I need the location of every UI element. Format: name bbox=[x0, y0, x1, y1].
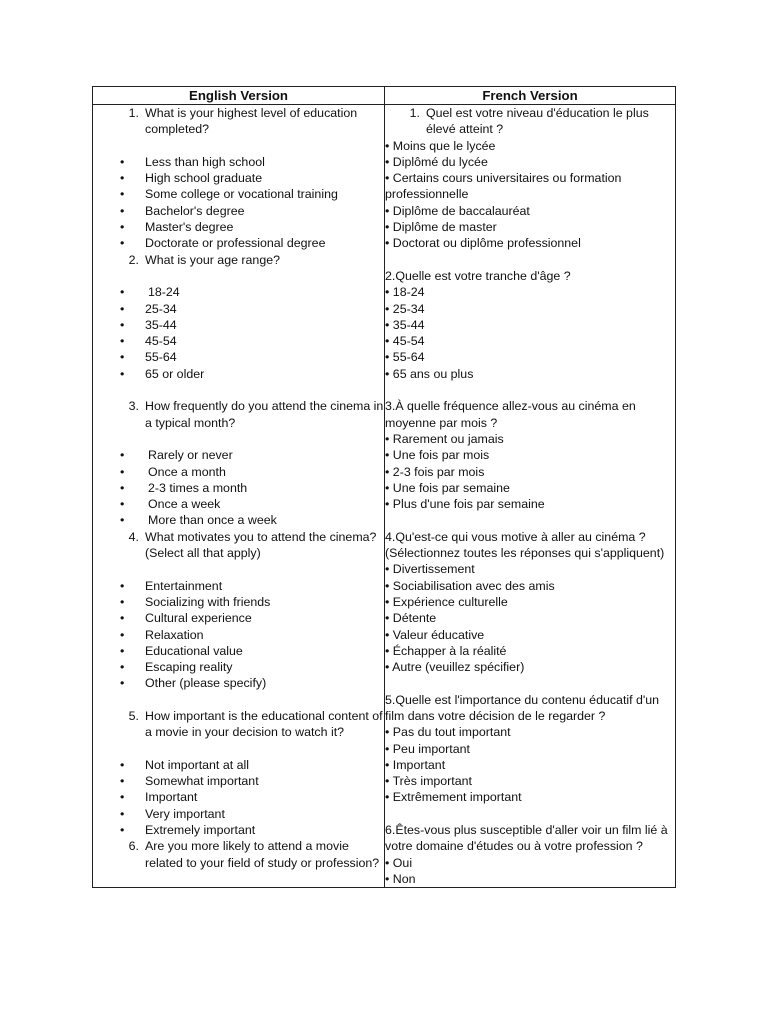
list-item: • Valeur éducative bbox=[385, 627, 485, 642]
list-item: • 45-54 bbox=[385, 334, 425, 349]
list-item: • Peu important bbox=[385, 741, 470, 756]
en-question-3: 3. How frequently do you attend the cinema in a typical month? bbox=[128, 399, 384, 430]
french-header: French Version bbox=[385, 87, 676, 105]
list-item: • Diplômé du lycée bbox=[385, 154, 488, 169]
list-item: • Échapper à la réalité bbox=[385, 643, 507, 658]
list-item: • Très important bbox=[385, 774, 472, 789]
fr-question-6: 6.Êtes-vous plus susceptible d'aller voir un film lié à votre domaine d'études ou à votre profession ? bbox=[385, 823, 668, 854]
list-item: • 2-3 fois par mois bbox=[385, 464, 485, 479]
list-item: • Diplôme de baccalauréat bbox=[385, 203, 530, 218]
header-row bbox=[93, 87, 676, 105]
list-item: • Once a month bbox=[120, 464, 226, 479]
list-item: • Important bbox=[385, 757, 446, 772]
list-item: • Not important at all bbox=[120, 757, 249, 772]
en-question-6: 6. Are you more likely to attend a movie related to your field of study or profession? bbox=[128, 839, 380, 870]
french-column bbox=[385, 105, 676, 888]
list-item: • Rarement ou jamais bbox=[385, 431, 504, 446]
survey-table bbox=[92, 86, 676, 888]
content-row bbox=[93, 105, 676, 888]
list-item: • Important bbox=[120, 790, 198, 805]
list-item: • 18-24 bbox=[385, 285, 425, 300]
list-item: • 35-44 bbox=[120, 317, 177, 332]
list-item: • 18-24 bbox=[120, 285, 180, 300]
fr-question-2: 2.Quelle est votre tranche d'âge ? bbox=[385, 268, 571, 283]
list-item: • Cultural experience bbox=[120, 611, 252, 626]
list-item: • Autre (veuillez spécifier) bbox=[385, 660, 525, 675]
list-item: • Expérience culturelle bbox=[385, 594, 508, 609]
list-item: • 25-34 bbox=[120, 301, 177, 316]
list-item: • Oui bbox=[385, 855, 413, 870]
list-item: • Détente bbox=[385, 611, 437, 626]
list-item: • 25-34 bbox=[385, 301, 425, 316]
en-question-5: 5. How important is the educational content of a movie in your decision to watch it? bbox=[128, 708, 383, 740]
list-item: • Extrêmement important bbox=[385, 790, 522, 805]
list-item: • Escaping reality bbox=[120, 660, 233, 675]
list-item: • Somewhat important bbox=[120, 774, 259, 789]
list-item: • Bachelor's degree bbox=[120, 203, 245, 218]
list-item: • Master's degree bbox=[120, 220, 234, 235]
list-item: • More than once a week bbox=[120, 513, 277, 528]
list-item: • 45-54 bbox=[120, 334, 177, 349]
list-item: • 35-44 bbox=[385, 317, 425, 332]
list-item: • Sociabilisation avec des amis bbox=[385, 578, 555, 593]
english-header: English Version bbox=[93, 87, 385, 105]
list-item: • Less than high school bbox=[120, 154, 265, 169]
list-item: • 65 ans ou plus bbox=[385, 366, 474, 381]
fr-question-5: 5.Quelle est l'importance du contenu éducatif d'un film dans votre décision de le regarder ? bbox=[385, 692, 660, 723]
list-item: • Divertissement bbox=[385, 562, 475, 577]
list-item: • Very important bbox=[120, 806, 225, 821]
list-item: • Once a week bbox=[120, 497, 221, 512]
list-item: • Diplôme de master bbox=[385, 220, 497, 235]
list-item: • Certains cours universitaires ou formation professionnelle bbox=[385, 171, 622, 202]
list-item: • Extremely important bbox=[120, 823, 256, 838]
list-item: • 55-64 bbox=[385, 350, 425, 365]
list-item: • Doctorate or professional degree bbox=[120, 236, 326, 251]
list-item: • Non bbox=[385, 871, 416, 886]
list-item: • High school graduate bbox=[120, 171, 263, 186]
list-item: • Educational value bbox=[120, 643, 243, 658]
list-item: • Rarely or never bbox=[120, 448, 233, 463]
list-item: • 65 or older bbox=[120, 366, 205, 381]
list-item: • Plus d'une fois par semaine bbox=[385, 497, 545, 512]
en-question-4: 4. What motivates you to attend the cinema? (Select all that apply) bbox=[128, 529, 377, 561]
list-item: • Entertainment bbox=[120, 578, 223, 593]
list-item: • Doctorat ou diplôme professionnel bbox=[385, 236, 581, 251]
list-item: • Relaxation bbox=[120, 627, 204, 642]
list-item: • Une fois par mois bbox=[385, 448, 490, 463]
fr-question-3: 3.À quelle fréquence allez-vous au cinéma en moyenne par mois ? bbox=[385, 399, 636, 430]
list-item: • Some college or vocational training bbox=[120, 187, 338, 202]
list-item: • Socializing with friends bbox=[120, 594, 271, 609]
list-item: • Pas du tout important bbox=[385, 725, 511, 740]
english-column bbox=[93, 105, 385, 888]
list-item: • 55-64 bbox=[120, 350, 177, 365]
list-item: • Une fois par semaine bbox=[385, 480, 510, 495]
fr-question-4: 4.Qu'est-ce qui vous motive à aller au cinéma ? (Sélectionnez toutes les réponses qui s'appliquent) bbox=[385, 529, 665, 561]
fr-question-1: 1. Quel est votre niveau d'éducation le plus élevé atteint ? bbox=[409, 106, 649, 137]
en-question-2: 2. What is your age range? bbox=[128, 252, 280, 267]
list-item: • Moins que le lycée bbox=[385, 138, 496, 153]
list-item: • Other (please specify) bbox=[120, 676, 267, 691]
en-question-1: 1. What is your highest level of education completed? bbox=[128, 106, 358, 137]
list-item: • 2-3 times a month bbox=[120, 480, 248, 495]
